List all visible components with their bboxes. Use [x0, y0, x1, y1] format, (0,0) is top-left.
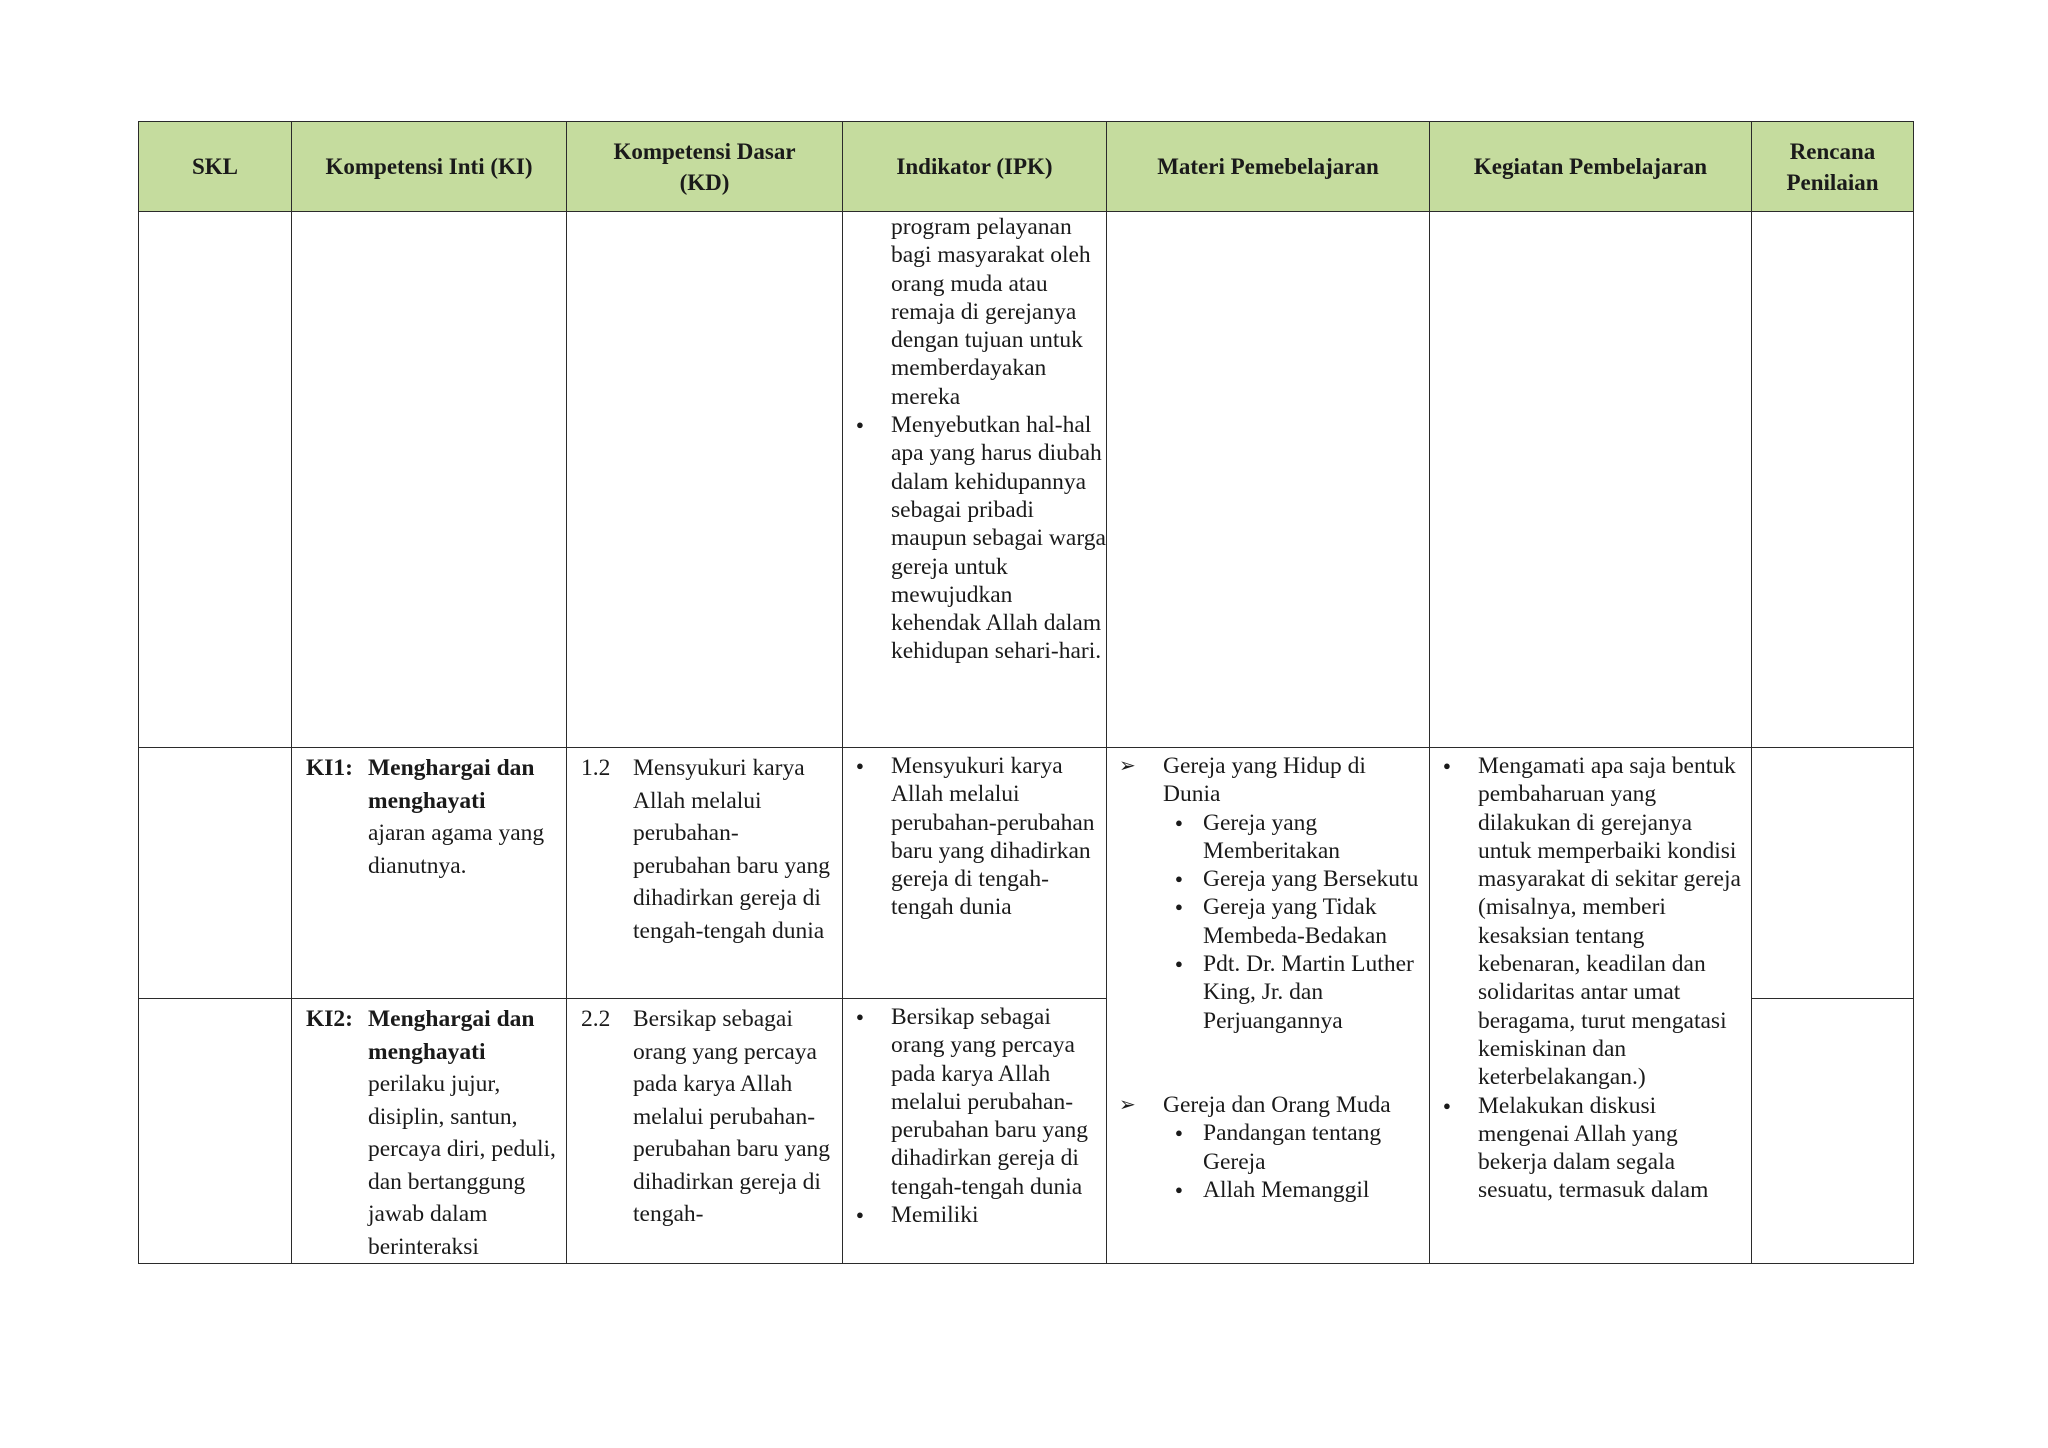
header-materi: Materi Pemebelajaran	[1107, 122, 1430, 212]
kd-number: 2.2	[581, 1006, 611, 1032]
kd-text: Mensyukuri karya Allah melalui perubahan-perubahan baru yang dihadirkan gereja di tengah-tengah dunia	[633, 755, 831, 944]
kd-text: Bersikap sebagai orang yang percaya pada karya Allah melalui perubahan-perubahan baru yang dihadirkan gereja di tengah-	[633, 1006, 831, 1227]
ki-cell	[292, 999, 567, 1264]
materi-subitem: ● Gereja yang Memberitakan	[1163, 809, 1429, 866]
skl-cell	[139, 748, 292, 999]
materi-topic-title: Gereja yang Hidup di Dunia	[1163, 753, 1366, 808]
materi-subitem: ● Pdt. Dr. Martin Luther King, Jr. dan Perjuangannya	[1163, 950, 1429, 1035]
kegiatan-cell	[1430, 212, 1752, 748]
penilaian-cell	[1752, 748, 1914, 999]
ipk-item: ● Mensyukuri karya Allah melalui perubahan-perubahan baru yang dihadirkan gereja di tengah-tengah dunia	[843, 752, 1106, 922]
ki-cell	[292, 748, 567, 999]
header-row	[139, 122, 1914, 212]
ipk-item: ● Memiliki	[843, 1201, 1106, 1229]
ki-bold-text: Menghargai dan menghayati	[368, 1006, 535, 1065]
skl-cell	[139, 999, 292, 1264]
materi-subitem: ● Gereja yang Tidak Membeda-Bedakan	[1163, 893, 1429, 950]
materi-topic	[1107, 1091, 1429, 1204]
header-ki: Kompetensi Inti (KI)	[292, 122, 567, 212]
header-kd: Kompetensi Dasar (KD)	[567, 122, 843, 212]
kd-cell	[567, 999, 843, 1264]
materi-cell	[1107, 212, 1430, 748]
materi-subitem: ● Allah Memanggil	[1163, 1176, 1429, 1204]
kegiatan-cell	[1430, 748, 1752, 1264]
header-penilaian: Rencana Penilaian	[1752, 122, 1914, 212]
ki-text: ajaran agama yang dianutnya.	[368, 820, 545, 879]
ki-label: KI1:	[306, 755, 353, 781]
kegiatan-item: ● Mengamati apa saja bentuk pembaharuan yang dilakukan di gerejanya untuk memperbaiki kondisi masyarakat di sekitar gereja (misalnya, memberi kesaksian tentang kebenaran, keadilan dan solidaritas antar umat beragama, turut mengatasi kemiskinan dan keterbelakangan.)	[1430, 752, 1745, 1092]
kd-number: 1.2	[581, 755, 611, 781]
skl-cell	[139, 212, 292, 748]
ipk-item: ● Bersikap sebagai orang yang percaya pada karya Allah melalui perubahan-perubahan baru yang dihadirkan gereja di tengah-tengah dunia	[843, 1003, 1106, 1201]
kd-cell	[567, 748, 843, 999]
materi-cell	[1107, 748, 1430, 1264]
ipk-cell	[843, 999, 1107, 1264]
ki-label: KI2:	[306, 1006, 353, 1032]
ki-text: perilaku jujur, disiplin, santun, percaya diri, peduli, dan bertanggung jawab dalam berinteraksi	[368, 1071, 556, 1260]
table-row	[139, 212, 1914, 748]
penilaian-cell	[1752, 212, 1914, 748]
ki-bold-text: Menghargai dan menghayati	[368, 755, 535, 814]
ipk-item: ● Menyebutkan hal-hal apa yang harus diubah dalam kehidupannya sebagai pribadi maupun sebagai warga gereja untuk mewujudkan kehendak Allah dalam kehidupan sehari-hari.	[843, 411, 1106, 666]
header-skl: SKL	[139, 122, 292, 212]
materi-topic-title: Gereja dan Orang Muda	[1163, 1091, 1391, 1118]
ipk-continued-text: program pelayanan bagi masyarakat oleh orang muda atau remaja di gerejanya dengan tujuan untuk memberdayakan mereka	[891, 214, 1091, 410]
ipk-cell	[843, 212, 1107, 748]
materi-subitem: ● Gereja yang Bersekutu	[1163, 865, 1429, 893]
table-row	[139, 748, 1914, 999]
header-ipk: Indikator (IPK)	[843, 122, 1107, 212]
materi-topic	[1107, 752, 1429, 1035]
kegiatan-item: ● Melakukan diskusi mengenai Allah yang bekerja dalam segala sesuatu, termasuk dalam	[1430, 1092, 1745, 1205]
ki-cell	[292, 212, 567, 748]
ipk-cell	[843, 748, 1107, 999]
kd-cell	[567, 212, 843, 748]
header-kegiatan: Kegiatan Pembelajaran	[1430, 122, 1752, 212]
penilaian-cell	[1752, 999, 1914, 1264]
materi-subitem: ● Pandangan tentang Gereja	[1163, 1119, 1429, 1176]
syllabus-table	[138, 121, 1914, 1264]
